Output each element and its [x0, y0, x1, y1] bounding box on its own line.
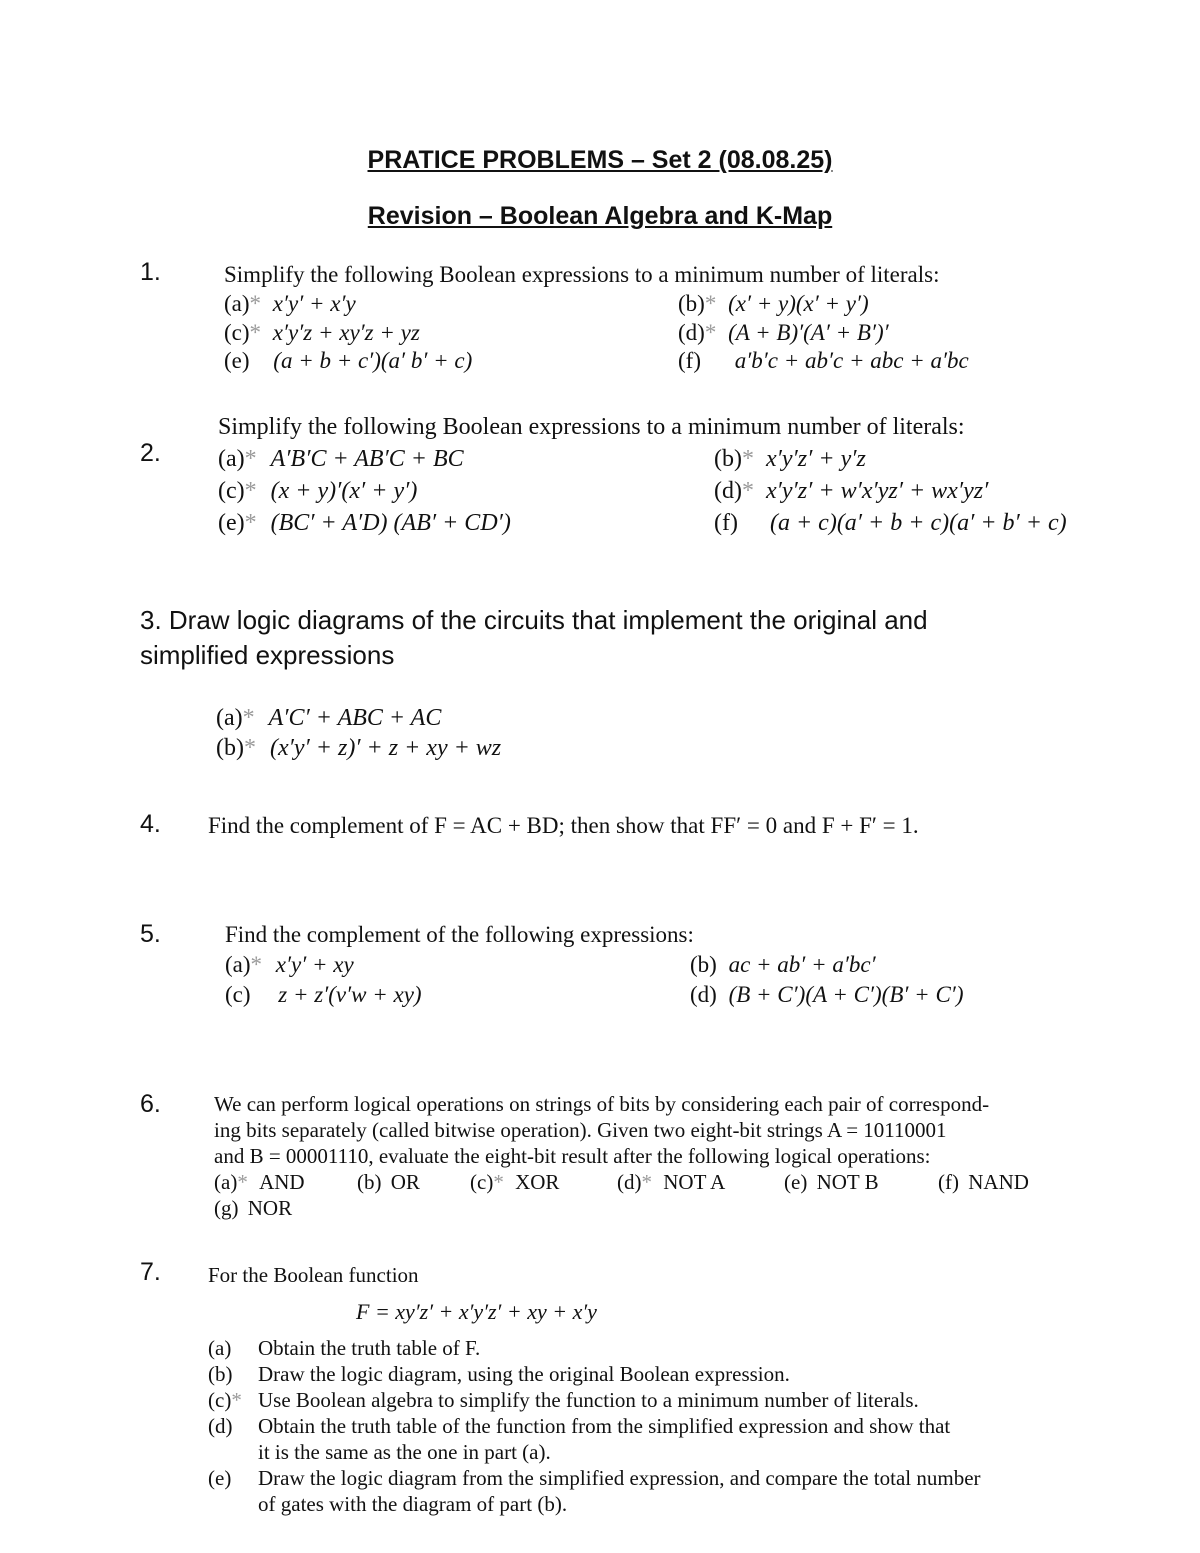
list-item: [357, 1170, 420, 1195]
star-marker: *: [237, 1170, 248, 1194]
item-text-continued: it is the same as the one in part (a).: [258, 1440, 551, 1464]
item-expression: (BC′ + A′D) (AB′ + CD′): [270, 510, 511, 536]
item-label: (g): [214, 1196, 239, 1220]
list-item: [225, 982, 422, 1008]
list-item: [218, 446, 464, 473]
boolean-function: F = xy′z′ + x′y′z′ + xy + x′y: [356, 1299, 597, 1324]
item-label: (f): [678, 348, 701, 373]
star-marker: *: [741, 446, 754, 472]
question-text: 3. Draw logic diagrams of the circuits that implement the original and: [140, 605, 928, 635]
list-item: [690, 982, 963, 1008]
question-prompt: Simplify the following Boolean expressions to a minimum number of literals:: [224, 262, 940, 287]
item-label: (c): [218, 478, 245, 504]
star-marker: *: [704, 320, 717, 345]
item-label: (b): [216, 735, 244, 761]
item-label: (d): [714, 478, 742, 504]
item-text: Use Boolean algebra to simplify the function to a minimum number of literals.: [258, 1388, 919, 1412]
item-label: (b): [690, 952, 717, 977]
list-item: [225, 952, 354, 978]
question-prompt: Find the complement of the following expressions:: [225, 922, 694, 947]
star-marker: *: [244, 446, 257, 472]
item-text: Obtain the truth table of F.: [258, 1336, 481, 1360]
list-item: [678, 320, 889, 346]
item-expression: (A + B)′(A′ + B′)′: [728, 320, 889, 345]
item-label: (c): [224, 320, 250, 345]
item-text: Obtain the truth table of the function from the simplified expression and show that: [258, 1414, 951, 1438]
item-label: (d): [690, 982, 717, 1007]
question-number: 1.: [140, 258, 161, 286]
list-item: [218, 478, 417, 505]
item-label: (a): [208, 1336, 232, 1360]
item-text: Draw the logic diagram, using the original Boolean expression.: [258, 1362, 790, 1386]
question-number: 5.: [140, 920, 161, 948]
star-marker: *: [242, 705, 255, 731]
question-prompt: For the Boolean function: [208, 1263, 419, 1287]
question-number: 4.: [140, 810, 161, 838]
list-item: [938, 1170, 1029, 1195]
list-item: [617, 1170, 725, 1195]
list-item: [208, 1388, 919, 1413]
star-marker: *: [704, 291, 717, 316]
star-marker: *: [641, 1170, 652, 1194]
item-expression: (B + C′)(A + C′)(B′ + C′): [728, 982, 964, 1007]
item-expression: (a + c)(a′ + b + c)(a′ + b′ + c): [769, 510, 1067, 536]
list-item: [784, 1170, 879, 1195]
list-item: [214, 1170, 305, 1195]
item-label: (d): [678, 320, 705, 345]
list-item: [216, 705, 441, 732]
page-title: PRATICE PROBLEMS – Set 2 (08.08.25): [367, 146, 833, 174]
list-item: [690, 952, 876, 978]
question-number: 7.: [140, 1258, 161, 1286]
item-label: (e): [218, 510, 245, 536]
paragraph-line: and B = 00001110, evaluate the eight-bit result after the following logical operations:: [214, 1144, 931, 1168]
item-expression: ac + ab′ + a′bc′: [728, 952, 876, 977]
item-label: (b): [678, 291, 705, 316]
star-marker: *: [231, 1388, 242, 1412]
operation-name: XOR: [515, 1170, 560, 1194]
star-marker: *: [249, 291, 262, 316]
item-text: Draw the logic diagram from the simplified expression, and compare the total number: [258, 1466, 981, 1490]
item-expression: A′B′C + AB′C + BC: [270, 446, 464, 472]
item-label: (a): [216, 705, 243, 731]
question-text: Find the complement of F = AC + BD; then show that FF′ = 0 and F + F′ = 1.: [208, 813, 919, 838]
item-expression: z + z′(v′w + xy): [278, 982, 422, 1007]
list-item: [208, 1414, 950, 1439]
paragraph-line: ing bits separately (called bitwise operation). Given two eight-bit strings A = 10110001: [214, 1118, 947, 1142]
item-expression: (x′y′ + z)′ + z + xy + wz: [269, 735, 502, 761]
list-item: [678, 348, 969, 374]
operation-name: AND: [259, 1170, 305, 1194]
list-item: [224, 320, 420, 346]
question-number: 2.: [140, 439, 161, 467]
item-label: (b): [714, 446, 742, 472]
item-expression: a′b′c + ab′c + abc + a′bc: [734, 348, 969, 373]
item-expression: (a + b + c′)(a′ b′ + c): [273, 348, 473, 373]
item-label: (c): [208, 1388, 232, 1412]
question-number: 6.: [140, 1090, 161, 1118]
question-text: simplified expressions: [140, 640, 395, 670]
question-prompt: Simplify the following Boolean expressions to a minimum number of literals:: [218, 414, 965, 440]
list-item: [714, 510, 1067, 537]
star-marker: *: [244, 510, 257, 536]
item-label: (c): [225, 982, 251, 1007]
operation-name: NOT B: [816, 1170, 879, 1194]
star-marker: *: [741, 478, 754, 504]
item-label: (d): [617, 1170, 642, 1194]
item-expression: x′y′z′ + w′x′yz′ + wx′yz′: [765, 478, 989, 504]
page-subtitle: Revision – Boolean Algebra and K-Map: [367, 202, 833, 230]
list-item: [208, 1466, 981, 1491]
item-text-continued: of gates with the diagram of part (b).: [258, 1492, 568, 1516]
item-label: (b): [357, 1170, 382, 1194]
paragraph-line: We can perform logical operations on strings of bits by considering each pair of correspond-: [214, 1092, 990, 1116]
list-item: [714, 446, 866, 473]
star-marker: *: [244, 478, 257, 504]
list-item: [714, 478, 988, 505]
operation-name: NOR: [247, 1196, 293, 1220]
operation-name: OR: [390, 1170, 420, 1194]
item-label: (d): [208, 1414, 233, 1438]
list-item: [470, 1170, 559, 1195]
star-marker: *: [250, 952, 263, 977]
operation-name: NAND: [968, 1170, 1029, 1194]
list-item: [224, 291, 356, 317]
item-label: (a): [224, 291, 250, 316]
item-expression: x′y′z′ + y′z: [765, 446, 866, 472]
item-label: (e): [208, 1466, 232, 1490]
item-expression: x′y′z + xy′z + yz: [272, 320, 420, 345]
star-marker: *: [249, 320, 262, 345]
item-expression: x′y′ + x′y: [272, 291, 356, 316]
item-label: (a): [225, 952, 251, 977]
item-expression: (x′ + y)(x′ + y′): [728, 291, 869, 316]
item-label: (b): [208, 1362, 233, 1386]
item-label: (e): [224, 348, 250, 373]
list-item: [678, 291, 869, 317]
list-item: [208, 1362, 790, 1387]
star-marker: *: [493, 1170, 504, 1194]
list-item: [208, 1336, 480, 1361]
operation-name: NOT A: [663, 1170, 726, 1194]
list-item: [216, 735, 501, 762]
item-expression: A′C′ + ABC + AC: [268, 705, 442, 731]
list-item: [218, 510, 511, 537]
item-label: (f): [714, 510, 738, 536]
item-label: (e): [784, 1170, 808, 1194]
item-label: (c): [470, 1170, 494, 1194]
item-expression: (x + y)′(x′ + y′): [270, 478, 418, 504]
item-expression: x′y′ + xy: [275, 952, 354, 977]
list-item: [224, 348, 472, 374]
item-label: (a): [214, 1170, 238, 1194]
list-item: [214, 1196, 292, 1221]
star-marker: *: [243, 735, 256, 761]
item-label: (a): [218, 446, 245, 472]
item-label: (f): [938, 1170, 959, 1194]
